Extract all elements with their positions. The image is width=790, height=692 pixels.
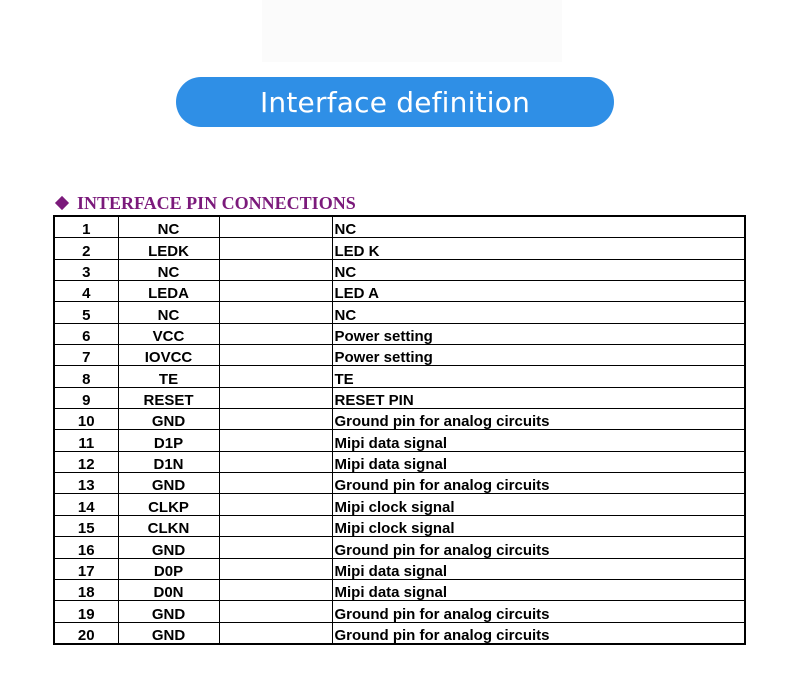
pin-number: 4: [54, 281, 118, 302]
pin-number: 2: [54, 238, 118, 259]
pin-number: 7: [54, 345, 118, 366]
pin-name: GND: [118, 601, 219, 622]
pin-name: GND: [118, 622, 219, 644]
table-row: [54, 259, 745, 280]
table-row: [54, 451, 745, 472]
table-row: [54, 409, 745, 430]
blank-cell: [219, 345, 332, 366]
diamond-icon: [55, 196, 69, 210]
blank-cell: [219, 579, 332, 600]
pin-name: NC: [118, 259, 219, 280]
pin-description: Ground pin for analog circuits: [332, 622, 745, 644]
blank-cell: [219, 216, 332, 238]
table-row: [54, 473, 745, 494]
blank-cell: [219, 515, 332, 536]
pin-number: 5: [54, 302, 118, 323]
pin-table-body: [54, 216, 745, 644]
pin-number: 8: [54, 366, 118, 387]
pin-name: D0P: [118, 558, 219, 579]
pin-name: GND: [118, 537, 219, 558]
blank-cell: [219, 473, 332, 494]
pin-description: NC: [332, 302, 745, 323]
pin-number: 12: [54, 451, 118, 472]
blank-cell: [219, 451, 332, 472]
table-row: [54, 430, 745, 451]
table-row: [54, 387, 745, 408]
pin-description: Mipi data signal: [332, 430, 745, 451]
table-row: [54, 515, 745, 536]
pin-description: Ground pin for analog circuits: [332, 601, 745, 622]
pin-description: NC: [332, 259, 745, 280]
pin-name: D1P: [118, 430, 219, 451]
blank-cell: [219, 494, 332, 515]
pin-number: 20: [54, 622, 118, 644]
banner-title: Interface definition: [259, 85, 531, 119]
pin-number: 15: [54, 515, 118, 536]
blank-cell: [219, 323, 332, 344]
blank-cell: [219, 238, 332, 259]
pin-name: D0N: [118, 579, 219, 600]
blank-cell: [219, 537, 332, 558]
pin-number: 14: [54, 494, 118, 515]
pin-name: LEDK: [118, 238, 219, 259]
blank-cell: [219, 558, 332, 579]
pin-description: Mipi data signal: [332, 579, 745, 600]
pin-description: TE: [332, 366, 745, 387]
blank-cell: [219, 387, 332, 408]
pin-name: LEDA: [118, 281, 219, 302]
title-banner: [176, 77, 614, 127]
pin-description: Mipi clock signal: [332, 494, 745, 515]
pin-number: 19: [54, 601, 118, 622]
pin-table: [53, 215, 746, 645]
pin-name: CLKN: [118, 515, 219, 536]
pin-description: Power setting: [332, 323, 745, 344]
pin-number: 10: [54, 409, 118, 430]
pin-name: GND: [118, 409, 219, 430]
pin-name: NC: [118, 216, 219, 238]
table-row: [54, 345, 745, 366]
table-row: [54, 579, 745, 600]
pin-description: NC: [332, 216, 745, 238]
blank-cell: [219, 302, 332, 323]
pin-description: Mipi data signal: [332, 558, 745, 579]
table-row: [54, 323, 745, 344]
pin-description: LED A: [332, 281, 745, 302]
blank-cell: [219, 430, 332, 451]
pin-description: Ground pin for analog circuits: [332, 409, 745, 430]
pin-description: Ground pin for analog circuits: [332, 473, 745, 494]
pin-number: 13: [54, 473, 118, 494]
pin-description: Power setting: [332, 345, 745, 366]
table-row: [54, 302, 745, 323]
pin-name: RESET: [118, 387, 219, 408]
table-row: [54, 494, 745, 515]
pin-name: VCC: [118, 323, 219, 344]
blank-cell: [219, 366, 332, 387]
table-row: [54, 216, 745, 238]
blank-cell: [219, 409, 332, 430]
background-panel: [262, 0, 562, 62]
blank-cell: [219, 259, 332, 280]
pin-number: 3: [54, 259, 118, 280]
pin-name: TE: [118, 366, 219, 387]
section-heading: [54, 192, 356, 214]
pin-description: Ground pin for analog circuits: [332, 537, 745, 558]
pin-name: D1N: [118, 451, 219, 472]
section-heading-text: INTERFACE PIN CONNECTIONS: [77, 192, 356, 213]
pin-number: 9: [54, 387, 118, 408]
pin-number: 1: [54, 216, 118, 238]
pin-number: 11: [54, 430, 118, 451]
blank-cell: [219, 622, 332, 644]
pin-number: 17: [54, 558, 118, 579]
pin-description: LED K: [332, 238, 745, 259]
pin-description: Mipi clock signal: [332, 515, 745, 536]
blank-cell: [219, 281, 332, 302]
pin-name: IOVCC: [118, 345, 219, 366]
table-row: [54, 622, 745, 644]
pin-number: 16: [54, 537, 118, 558]
table-row: [54, 281, 745, 302]
pin-number: 18: [54, 579, 118, 600]
table-row: [54, 537, 745, 558]
table-row: [54, 558, 745, 579]
pin-description: RESET PIN: [332, 387, 745, 408]
pin-name: NC: [118, 302, 219, 323]
pin-name: GND: [118, 473, 219, 494]
pin-description: Mipi data signal: [332, 451, 745, 472]
table-row: [54, 366, 745, 387]
pin-number: 6: [54, 323, 118, 344]
table-row: [54, 238, 745, 259]
blank-cell: [219, 601, 332, 622]
table-row: [54, 601, 745, 622]
pin-name: CLKP: [118, 494, 219, 515]
